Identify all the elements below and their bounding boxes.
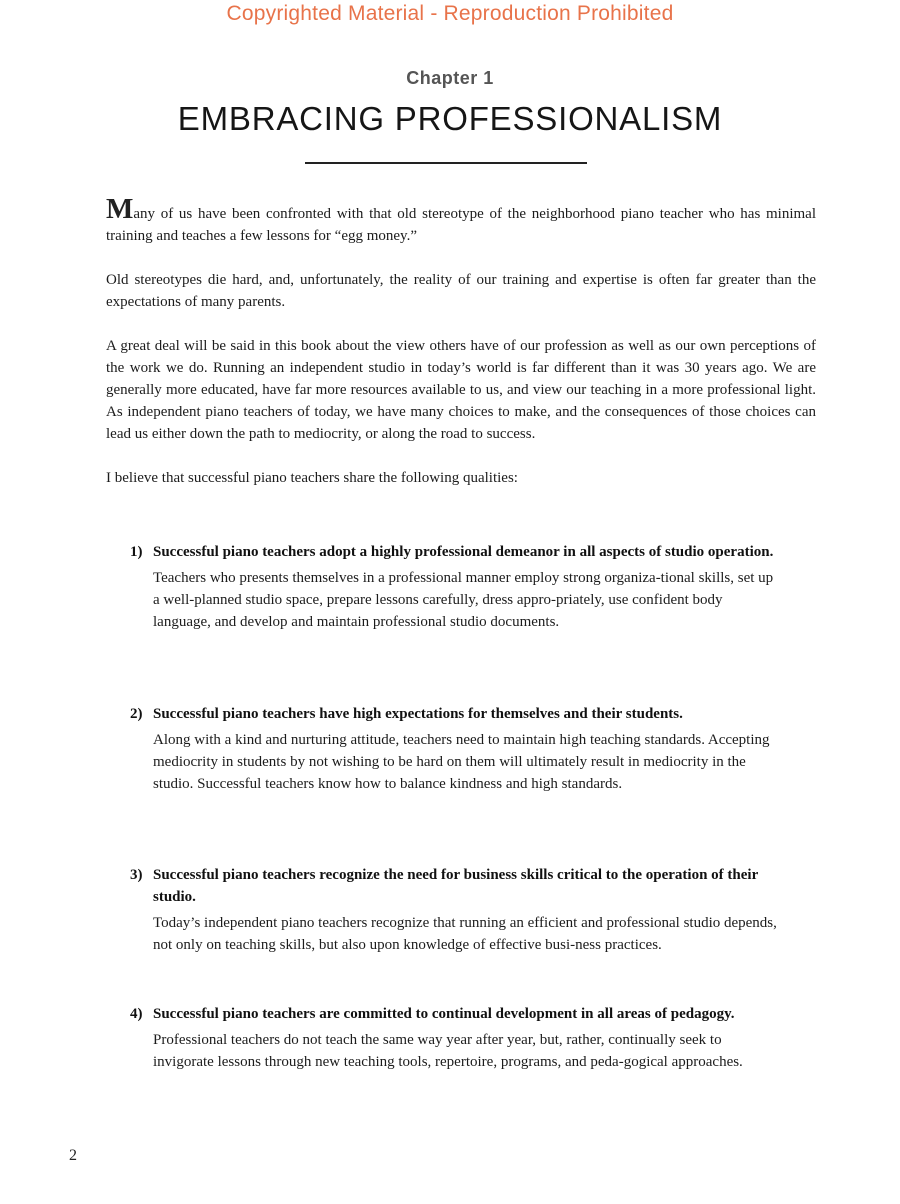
quality-item [130,1003,780,1073]
quality-description: Teachers who presents themselves in a professional manner employ strong organiza-tional skills, set up a well-planned studio space, prepare lessons carefully, dress appro-priately, use confident body language, and develop and maintain professional studio documents. [153,570,774,630]
body-text [106,193,816,511]
intro-paragraph-3: A great deal will be said in this book about the view others have of our profession as well as our own perceptions of the work we do. Running an independent studio in today’s world is far different than it was 30 years ago. We are generally more educated, have far more resources available to us, and view our teaching in a more professional light. As independent piano teachers of today, we have many choices to make, and the consequences of those choices can lead us either down the path to mediocrity, or along the road to success. [106,338,816,442]
quality-number: 1) [130,544,143,560]
quality-heading-text: Successful piano teachers have high expectations for themselves and their students. [153,706,683,722]
quality-description: Along with a kind and nurturing attitude, teachers need to maintain high teaching standards. Accepting mediocrity in students by not wishing to be hard on them will ultimately result in mediocrity in the studio. Successful teachers know how to balance kindness and high standards. [153,732,770,792]
quality-heading [130,864,780,908]
quality-heading-text: Successful piano teachers are committed to continual development in all areas of pedagogy. [153,1006,735,1022]
intro-paragraph-4: I believe that successful piano teachers share the following qualities: [106,470,518,486]
quality-number: 4) [130,1006,143,1022]
quality-heading-text: Successful piano teachers adopt a highly professional demeanor in all aspects of studio operation. [153,544,774,560]
title-divider [305,162,587,164]
page-number: 2 [69,1147,77,1164]
quality-heading [130,1003,780,1025]
intro-paragraph-1-text: any of us have been confronted with that old stereotype of the neighborhood piano teacher who has minimal training and teaches a few lessons for “egg money.” [106,206,816,244]
quality-item [130,864,780,956]
quality-number: 3) [130,867,143,883]
intro-paragraph-1 [106,193,816,247]
drop-cap: M [106,193,134,225]
quality-item [130,541,780,633]
chapter-label: Chapter 1 [406,68,494,88]
quality-item [130,703,780,795]
quality-description: Professional teachers do not teach the same way year after year, but, rather, continually seek to invigorate lessons through new teaching tools, repertoire, programs, and peda-gogical approaches. [153,1032,743,1070]
quality-description: Today’s independent piano teachers recognize that running an efficient and professional studio depends, not only on teaching skills, but also upon knowledge of effective busi-ness practices. [153,915,777,953]
quality-heading [130,541,780,563]
quality-number: 2) [130,706,143,722]
chapter-title: EMBRACING PROFESSIONALISM [177,100,723,137]
intro-paragraph-2: Old stereotypes die hard, and, unfortunately, the reality of our training and expertise is often far greater than the expectations of many parents. [106,272,816,310]
copyright-watermark: Copyrighted Material - Reproduction Prohibited [226,2,674,25]
quality-heading-text: Successful piano teachers recognize the need for business skills critical to the operation of their studio. [153,867,758,905]
quality-heading [130,703,780,725]
